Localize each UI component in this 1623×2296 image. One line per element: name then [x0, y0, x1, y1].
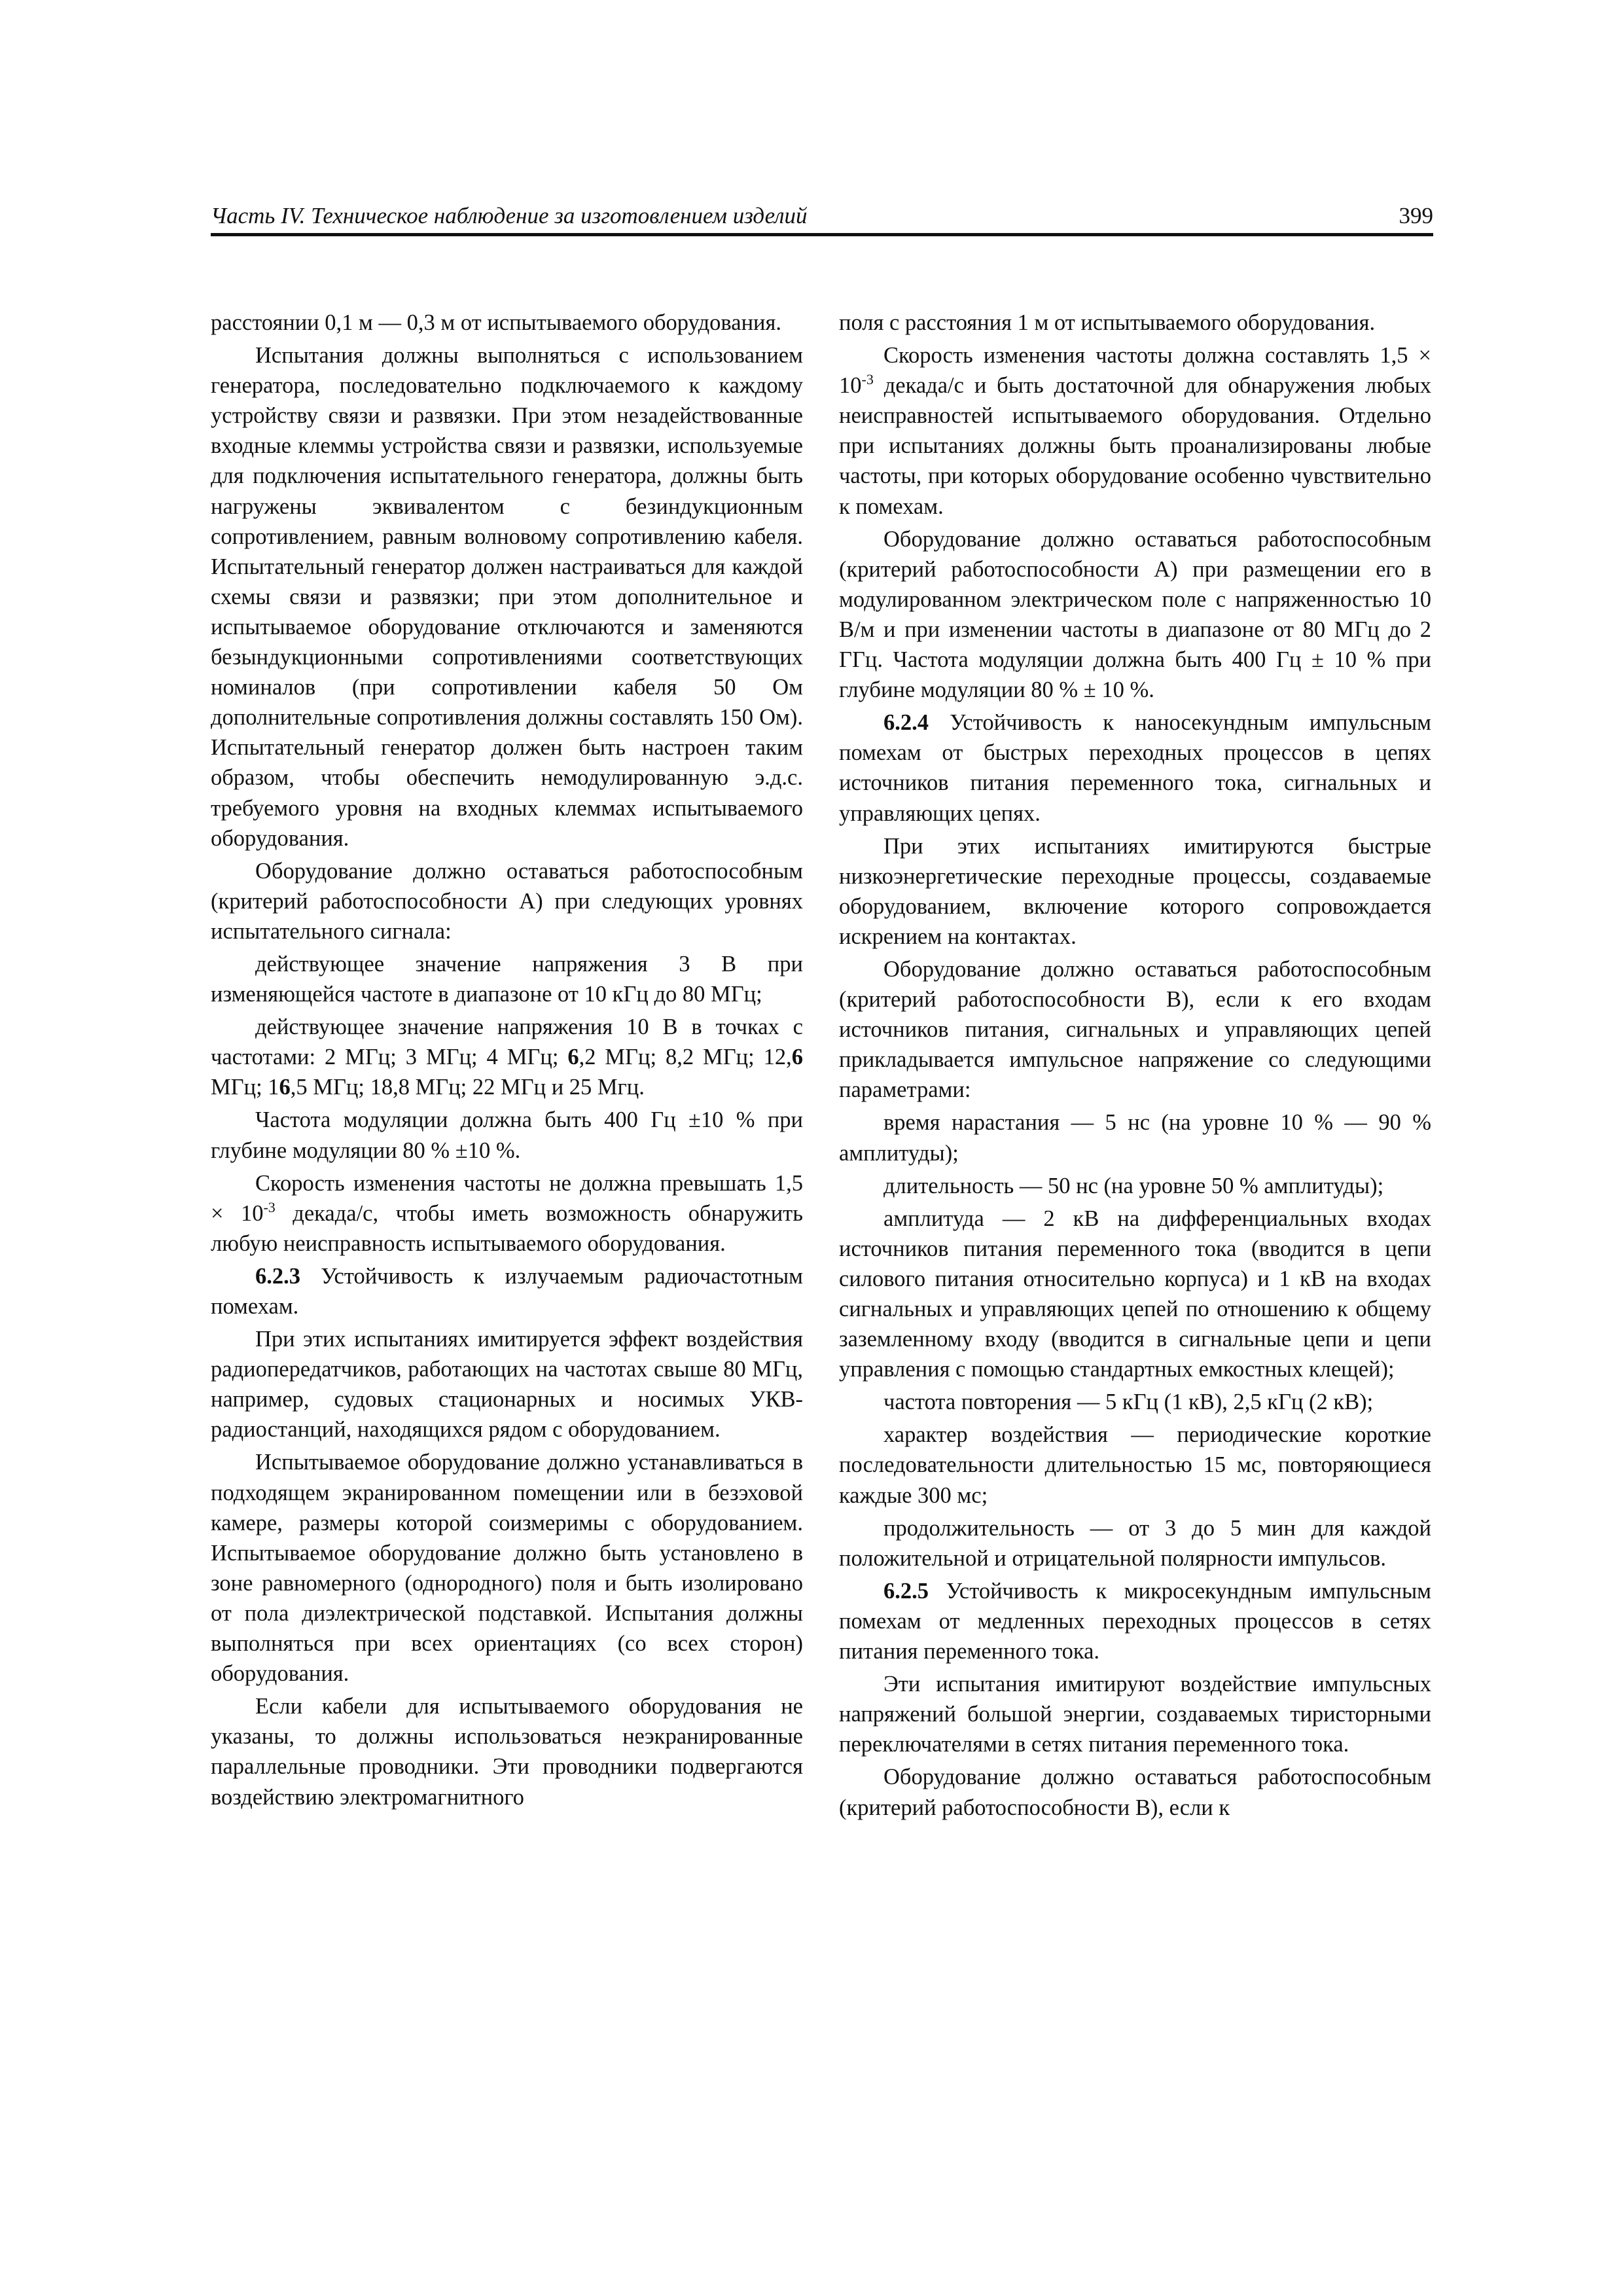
paragraph: Оборудование должно оставаться работоспособным (критерий работоспособности А) при следующих уровнях испытательного сигнала: [211, 858, 803, 944]
section-heading [839, 708, 1431, 828]
paragraph: Если кабели для испытываемого оборудования не указаны, то должны использоваться неэкранированные параллельные проводники. Эти проводники подвергаются воздействию электромагнитного [211, 1694, 803, 1810]
section-title: Устойчивость к наносекундным импульсным помехам от быстрых переходных процессов в цепях источников питания переменного тока, сигнальных и управляющих цепях. [839, 710, 1431, 826]
text-run: декада/с и быть достаточной для обнаружения любых неисправностей испытываемого оборудования. Отдельно при испытаниях должны быть проанализированы любые частоты, при которых оборудование особенно чувствительно к помехам. [839, 373, 1431, 519]
paragraph: Оборудование должно оставаться работоспособным (критерий работоспособности В), если к его входам источников питания, сигнальных и управляющих цепей прикладывается импульсное напряжение со следующими параметрами: [839, 956, 1431, 1103]
section-number: 6.2.4 [883, 710, 929, 736]
paragraph: Оборудование должно оставаться работоспособным (критерий работоспособности А) при размещении его в модулированном электрическом поле с напряженностью 10 В/м и при изменении частоты в диапазоне от 80 МГц до 2 ГГц. Частота модуляции должна быть 400 Гц ± 10 % при глубине модуляции 80 % ± 10 %. [839, 526, 1431, 703]
paragraph [211, 1168, 803, 1259]
paragraph: Частота модуляции должна быть 400 Гц ±10 % при глубине модуляции 80 % ±10 %. [211, 1107, 803, 1163]
text-run: ,5 МГц; 18,8 МГц; 22 МГц и 25 Мгц. [290, 1075, 645, 1100]
section-heading [839, 1576, 1431, 1666]
left-column [211, 308, 803, 1812]
bold-digit: 6 [791, 1045, 803, 1070]
exponent: -3 [263, 1198, 276, 1215]
list-item: действующее значение напряжения 3 В при изменяющейся частоте в диапазоне от 10 кГц до 80 МГц; [211, 951, 803, 1007]
paragraph: Эти испытания имитируют воздействие импульсных напряжений большой энергии, создаваемых тиристорными переключателями в сетях питания переменного тока. [839, 1672, 1431, 1757]
text-run: действующее значение напряжения 10 В в точках с частотами: 2 МГц; 3 МГц; 4 МГц; [211, 1014, 803, 1070]
list-item: длительность — 50 нс (на уровне 50 % амплитуды); [883, 1173, 1384, 1198]
text-run: Скорость изменения частоты не должна превышать 1,5 × 10 [211, 1170, 803, 1226]
section-title: Устойчивость к излучаемым радиочастотным помехам. [211, 1263, 803, 1319]
section-heading [211, 1261, 803, 1321]
exponent: -3 [861, 371, 874, 388]
paragraph: поля с расстояния 1 м от испытываемого оборудования. [839, 310, 1376, 335]
paragraph: При этих испытаниях имитируется эффект воздействия радиопередатчиков, работающих на частотах свыше 80 МГц, например, судовых стационарных и носимых УКВ-радиостанций, находящихся рядом с оборудованием. [211, 1327, 803, 1443]
page-number: 399 [1399, 203, 1433, 228]
paragraph: Оборудование должно оставаться работоспособным (критерий работоспособности В), если к [839, 1765, 1431, 1820]
section-number: 6.2.5 [883, 1578, 929, 1604]
list-item: продолжительность — от 3 до 5 мин для каждой положительной и отрицательной полярности импульсов. [839, 1515, 1431, 1571]
paragraph: Испытываемое оборудование должно устанавливаться в подходящем экранированном помещении или в безэховой камере, размеры которой соизмеримы с оборудованием. Испытываемое оборудование должно быть установлено в зоне равномерного (однородного) поля и быть изолировано от пола диэлектрической подставкой. Испытания должны выполняться при всех ориентациях (со всех сторон) оборудования. [211, 1450, 803, 1687]
text-run: МГц; 1 [211, 1075, 279, 1100]
list-item: характер воздействия — периодические короткие последовательности длительностью 15 мс, повторяющиеся каждые 300 мс; [839, 1422, 1431, 1508]
right-column [839, 308, 1431, 1823]
header-title: Часть IV. Техническое наблюдение за изготовлением изделий [211, 203, 808, 228]
paragraph: Испытания должны выполняться с использованием генератора, последовательно подключаемого к каждому устройству связи и развязки. При этом незадействованные входные клеммы устройства связи и развязки, используемые для подключения испытательного генератора, должны быть нагружены эквивалентом с безиндукционным сопротивлением, равным волновому сопротивлению кабеля. Испытательный генератор должен настраиваться для каждой схемы связи и развязки; при этом дополнительное и испытываемое оборудование отключаются и заменяются безындукционными сопротивлениями соответствующих номиналов (при сопротивлении кабеля 50 Ом дополнительные сопротивления должны составлять 150 Ом). Испытательный генератор должен быть настроен таким образом, чтобы обеспечить немодулированную э.д.с. требуемого уровня на входных клеммах испытываемого оборудования. [211, 343, 803, 851]
section-title: Устойчивость к микросекундным импульсным помехам от медленных переходных процессов в сетях питания переменного тока. [839, 1578, 1431, 1664]
bold-digit: 6 [567, 1045, 579, 1070]
paragraph: При этих испытаниях имитируются быстрые низкоэнергетические переходные процессы, создаваемые оборудованием, включение которого сопровождается искрением на контактах. [839, 833, 1431, 949]
running-header [211, 202, 1433, 236]
text-run: Скорость изменения частоты должна составлять 1,5 × 10 [839, 343, 1431, 399]
text-run: ,2 МГц; 8,2 МГц; 12, [579, 1045, 792, 1070]
text-run: декада/с, чтобы иметь возможность обнаружить любую неисправность испытываемого оборудования. [211, 1200, 803, 1256]
section-number: 6.2.3 [255, 1263, 300, 1289]
list-item: частота повторения — 5 кГц (1 кВ), 2,5 кГц (2 кВ); [883, 1390, 1374, 1415]
paragraph: расстоянии 0,1 м — 0,3 м от испытываемого оборудования. [211, 310, 782, 335]
list-item: время нарастания — 5 нс (на уровне 10 % — 90 % амплитуды); [839, 1110, 1431, 1166]
paragraph [839, 340, 1431, 522]
list-item [211, 1012, 803, 1102]
bold-digit: 6 [279, 1075, 291, 1100]
list-item: амплитуда — 2 кВ на дифференциальных входах источников питания переменного тока (вводится в цепи силового питания относительно корпуса) и 1 кВ на входах сигнальных и управляющих цепей по отношению к общему заземленному входу (вводится в сигнальные цепи и цепи управления с помощью стандартных емкостных клещей); [839, 1206, 1431, 1382]
